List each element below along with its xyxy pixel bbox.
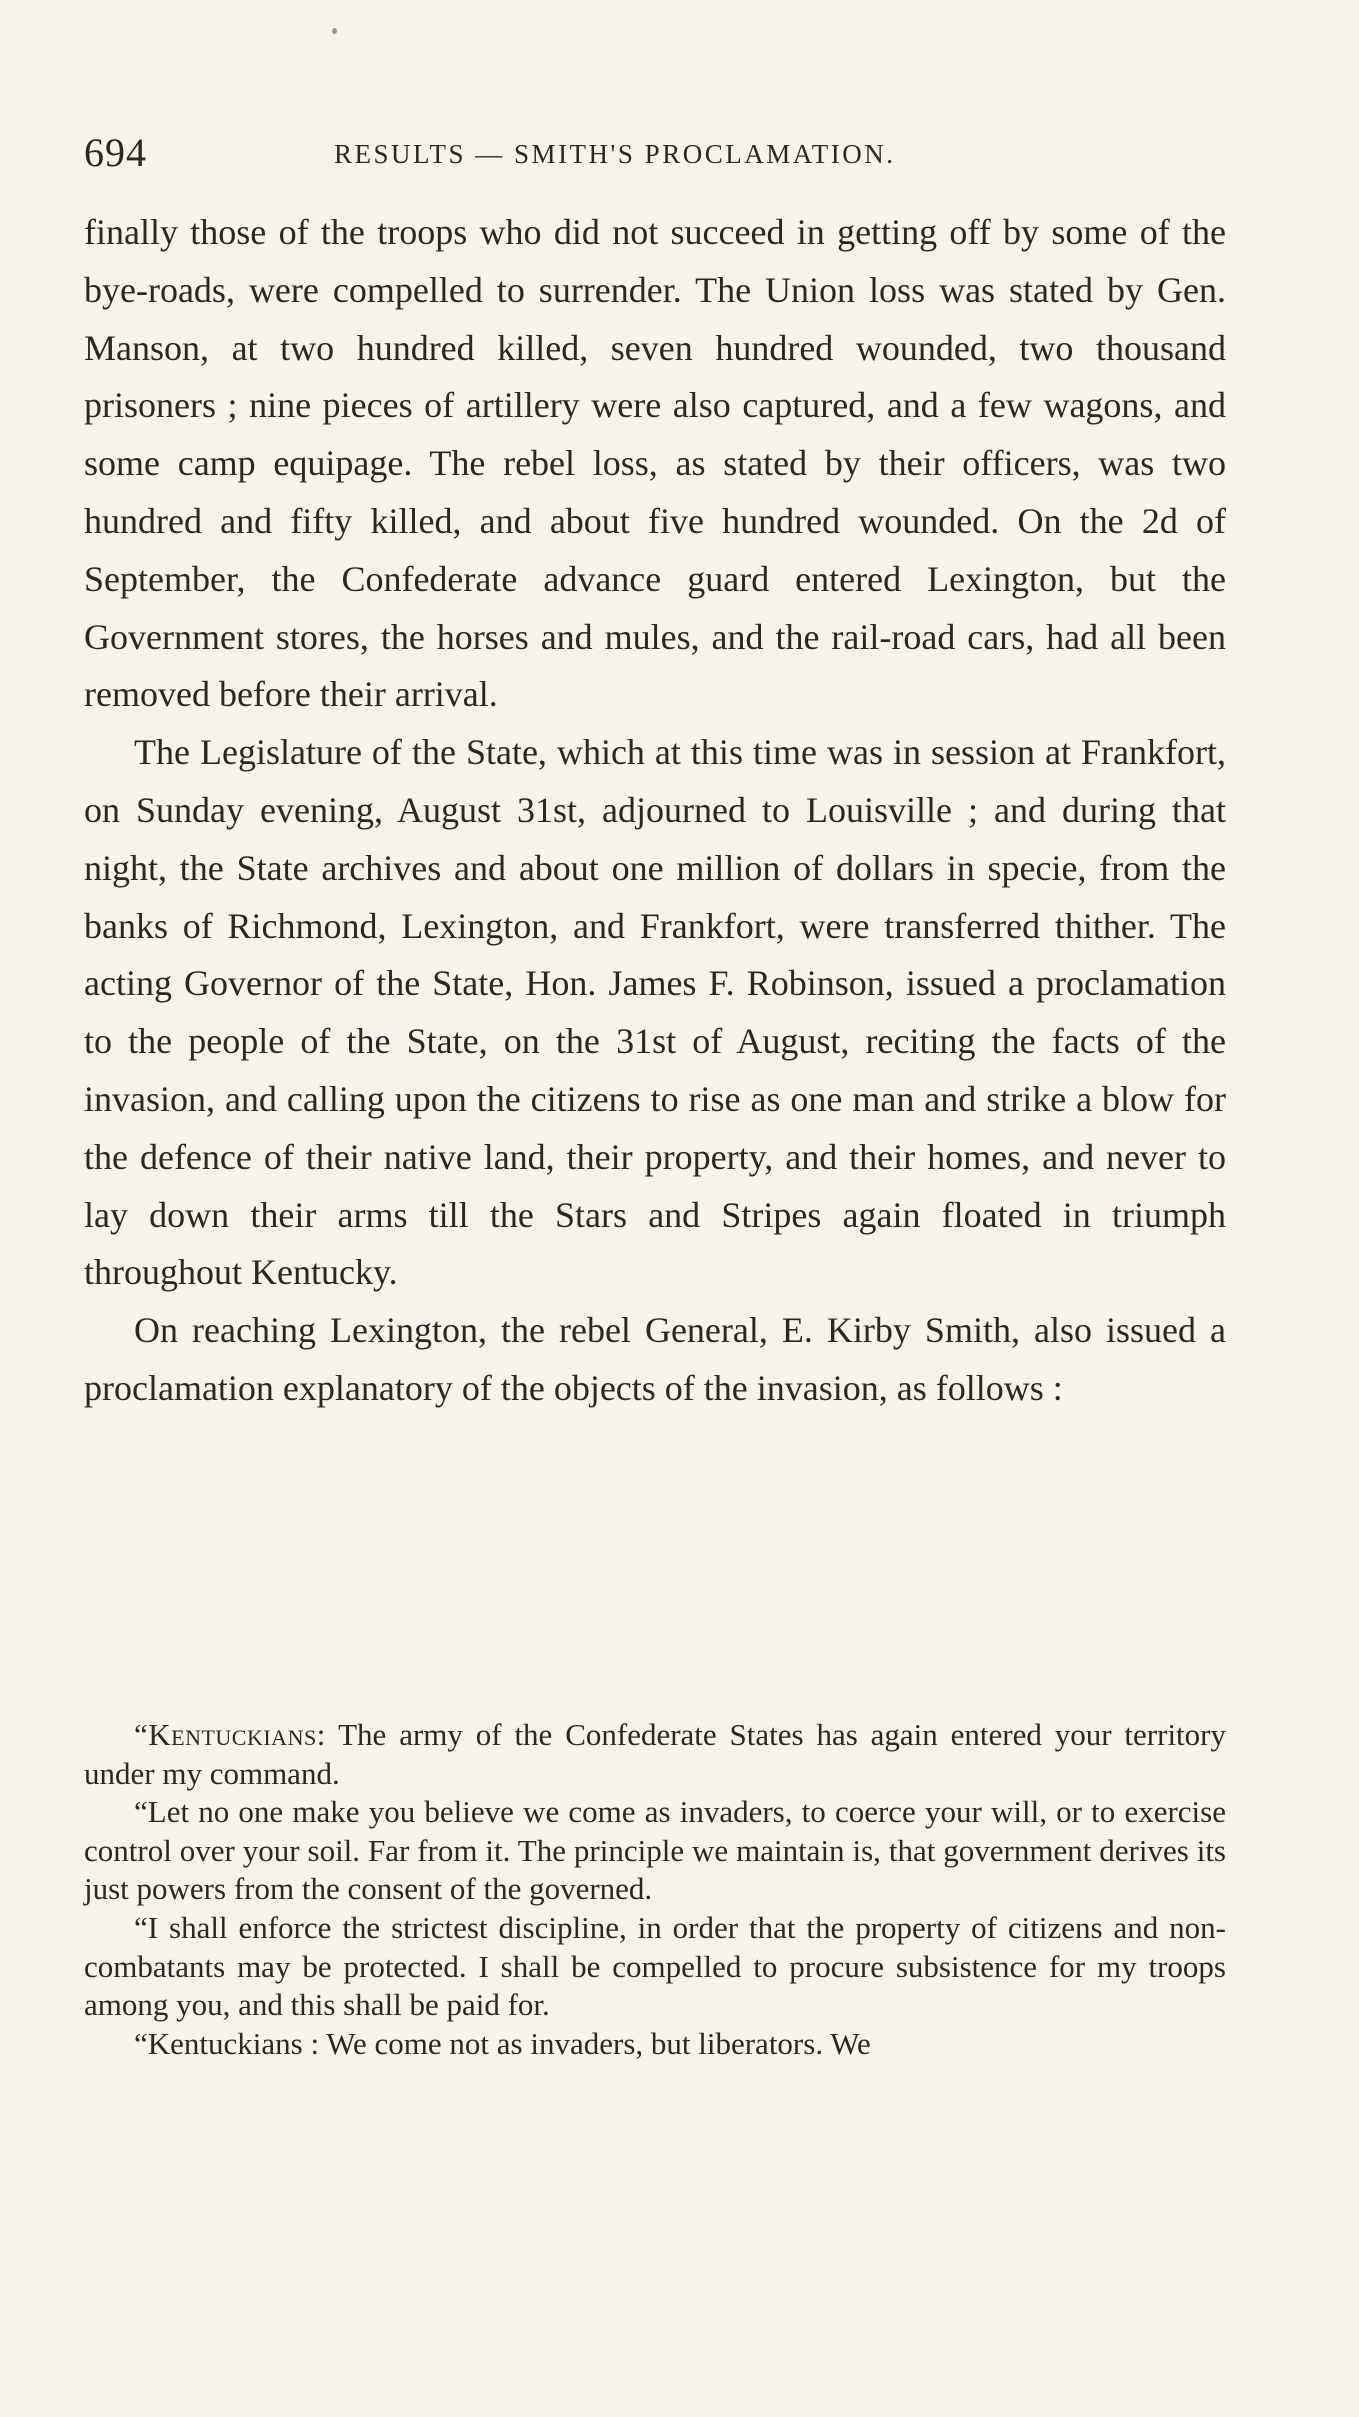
quote-paragraph-1-text: The army of the Confederate States has again entered your territory under my command. (84, 1717, 1226, 1791)
body-text (84, 204, 1226, 1418)
quote-paragraph-2: “Let no one make you believe we come as invaders, to coerce your will, or to exercise control over your soil. Far from it. The principle we maintain is, that government derives its just powers from the consent of the governed. (84, 1794, 1226, 1907)
paragraph-continuation: finally those of the troops who did not succeed in getting off by some of the bye-roads, were compelled to surrender. The Union loss was stated by Gen. Manson, at two hundred killed, seven hundred wounded, two thousand prisoners ; nine pieces of artillery were also captured, and a few wagons, and some camp equipage. The rebel loss, as stated by their officers, was two hundred and fifty killed, and about five hundred wounded. On the 2d of September, the Confederate advance guard entered Lexington, but the Government stores, the horses and mules, and the rail-road cars, had all been removed before their arrival. (84, 212, 1226, 715)
quote-paragraph-4: “Kentuckians : We come not as invaders, but liberators. We (134, 2025, 871, 2061)
quote-salutation: “Kentuckians: (134, 1717, 326, 1752)
quote-paragraph-3: “I shall enforce the strictest discipline, in order that the property of citizens and non-combatants may be protected. I shall be compelled to procure subsistence for my troops among you, and this shall be paid for. (84, 1909, 1226, 2023)
proclamation-quote (84, 1716, 1226, 2063)
page-header (84, 128, 1226, 178)
page-number: 694 (84, 130, 147, 175)
quote-paragraph-1 (84, 1716, 1226, 1793)
running-head: RESULTS — SMITH'S PROCLAMATION. (334, 139, 896, 169)
paragraph-kirby-smith: On reaching Lexington, the rebel General, E. Kirby Smith, also issued a proclamation explanatory of the objects of the invasion, as follows : (84, 1310, 1226, 1408)
ink-speck (332, 28, 337, 34)
paragraph-legislature: The Legislature of the State, which at this time was in session at Frankfort, on Sunday evening, August 31st, adjourned to Louisville ; and during that night, the State archives and about one million of dollars in specie, from the banks of Richmond, Lexington, and Frankfort, were transferred thither. The acting Governor of the State, Hon. James F. Robinson, issued a proclamation to the people of the State, on the 31st of August, reciting the facts of the invasion, and calling upon the citizens to rise as one man and strike a blow for the defence of their native land, their property, and their homes, and never to lay down their arms till the Stars and Stripes again floated in triumph throughout Kentucky. (84, 732, 1226, 1293)
